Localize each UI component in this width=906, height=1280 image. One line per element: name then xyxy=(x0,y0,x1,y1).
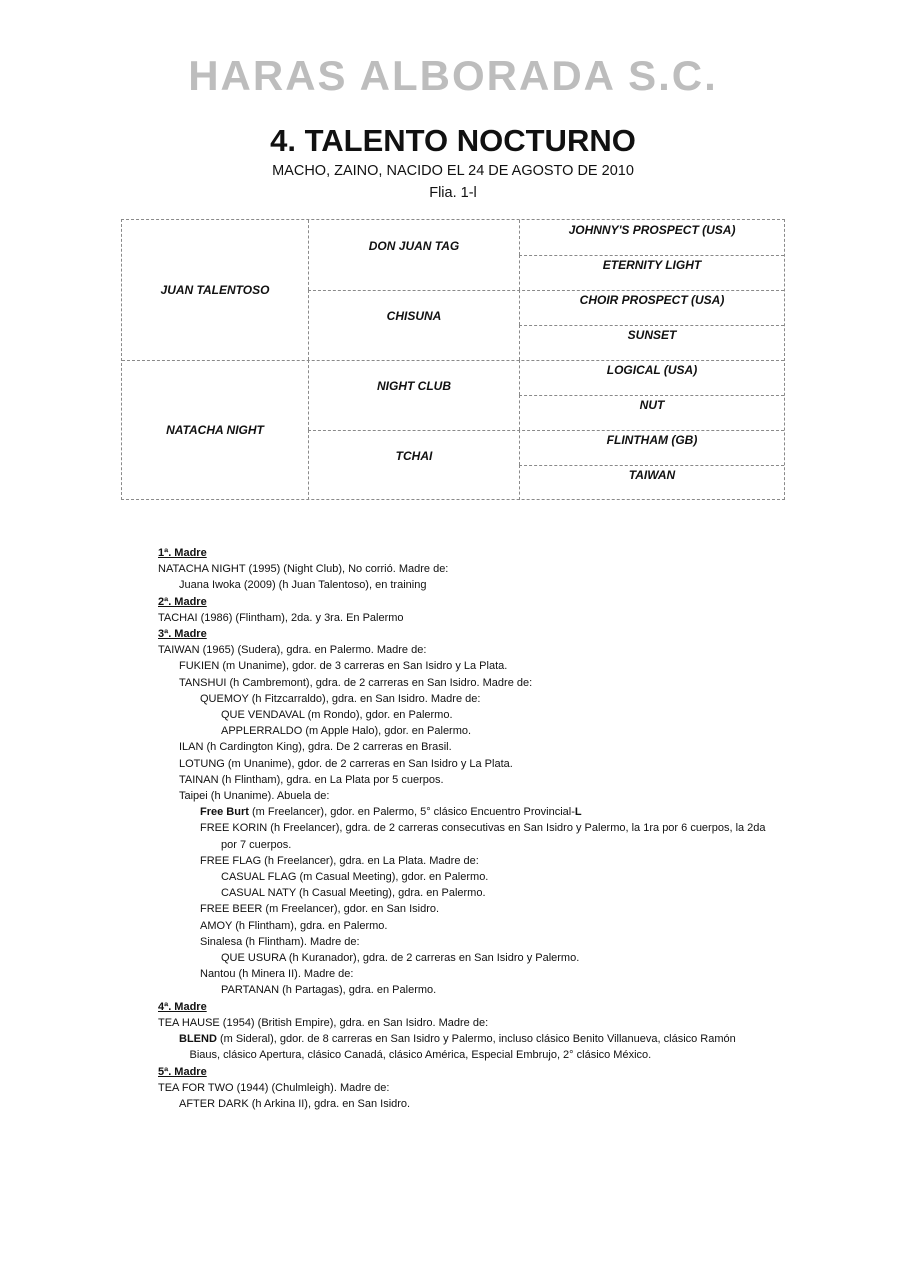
note-text: por 7 cuerpos. xyxy=(221,838,292,851)
heading-text: 3ª. Madre xyxy=(158,628,207,641)
note-text: TAIWAN (1965) (Sudera), gdra. en Palermo. Madre de: xyxy=(158,644,427,657)
heading-text: 4ª. Madre xyxy=(158,1000,207,1013)
note-text: NATACHA NIGHT (1995) (Night Club), No corrió. Madre de: xyxy=(158,563,449,576)
note-line xyxy=(158,820,818,836)
note-line xyxy=(158,853,818,869)
stud-name: HARAS ALBORADA S.C. xyxy=(188,52,718,99)
divider xyxy=(519,465,784,466)
note-text: Biaus, clásico Apertura, clásico Canadá, clásico América, Especial Embrujo, 2° clásico México. xyxy=(189,1049,652,1062)
note-text: PARTANAN (h Partagas), gdra. en Palermo. xyxy=(221,984,437,997)
note-line xyxy=(158,982,818,998)
note-line xyxy=(158,723,818,739)
note-line xyxy=(158,1015,818,1031)
note-line xyxy=(158,901,818,917)
female-family-notes xyxy=(158,545,818,1112)
pedigree-dam-dam: TCHAI xyxy=(308,430,519,500)
note-text: LOTUNG (m Unanime), gdor. de 2 carreras en San Isidro y La Plata. xyxy=(179,757,513,770)
horse-description: MACHO, ZAINO, NACIDO EL 24 DE AGOSTO DE 2010 xyxy=(272,163,634,179)
pedigree-g3-6: NUT xyxy=(519,395,784,430)
divider xyxy=(519,255,784,256)
note-line xyxy=(158,1031,818,1047)
note-line xyxy=(158,788,818,804)
note-line xyxy=(158,934,818,950)
note-line xyxy=(158,1047,818,1063)
divider xyxy=(308,430,784,431)
family-line: Flia. 1-l xyxy=(429,185,477,201)
note-line xyxy=(158,772,818,788)
note-text: TACHAI (1986) (Flintham), 2da. y 3ra. En Palermo xyxy=(158,611,404,624)
horse-title: 4. TALENTO NOCTURNO xyxy=(270,123,636,158)
note-text: (m Freelancer), gdor. en Palermo, 5° clásico Encuentro Provincial- xyxy=(248,806,575,819)
note-line xyxy=(158,707,818,723)
note-text: QUE VENDAVAL (m Rondo), gdor. en Palermo. xyxy=(221,709,453,722)
note-line xyxy=(158,577,818,593)
note-text: TAINAN (h Flintham), gdra. en La Plata por 5 cuerpos. xyxy=(179,773,444,786)
note-text: Taipei (h Unanime). Abuela de: xyxy=(179,790,330,803)
heading-text: 1ª. Madre xyxy=(158,547,207,559)
pedigree-g3-7: FLINTHAM (GB) xyxy=(519,430,784,465)
note-text: FUKIEN (m Unanime), gdor. de 3 carreras en San Isidro y La Plata. xyxy=(179,660,508,673)
divider xyxy=(519,395,784,396)
generation-heading xyxy=(158,999,818,1015)
note-text: Nantou (h Minera II). Madre de: xyxy=(200,968,354,981)
note-text: ILAN (h Cardington King), gdra. De 2 carreras en Brasil. xyxy=(179,741,452,754)
note-line xyxy=(158,610,818,626)
note-line xyxy=(158,918,818,934)
note-line xyxy=(158,1096,818,1112)
note-line xyxy=(158,885,818,901)
note-text: QUE USURA (h Kuranador), gdra. de 2 carreras en San Isidro y Palermo. xyxy=(221,952,580,965)
pedigree-g3-2: ETERNITY LIGHT xyxy=(519,255,784,290)
note-text: FREE FLAG (h Freelancer), gdra. en La Plata. Madre de: xyxy=(200,854,479,867)
pedigree-g3-5: LOGICAL (USA) xyxy=(519,360,784,395)
note-text: TANSHUI (h Cambremont), gdra. de 2 carreras en San Isidro. Madre de: xyxy=(179,676,533,689)
horse-name-bold: BLEND xyxy=(179,1033,217,1046)
pedigree-dam: NATACHA NIGHT xyxy=(166,423,264,437)
grade-mark: L xyxy=(574,806,582,819)
note-text: CASUAL FLAG (m Casual Meeting), gdor. en Palermo. xyxy=(221,871,489,884)
generation-heading xyxy=(158,594,818,610)
note-text: AMOY (h Flintham), gdra. en Palermo. xyxy=(200,919,388,932)
note-text: FREE KORIN (h Freelancer), gdra. de 2 carreras consecutivas en San Isidro y Palermo, la 1ra por 6 cuerpos, la 2da xyxy=(200,822,766,835)
note-text: (m Sideral), gdor. de 8 carreras en San Isidro y Palermo, incluso clásico Benito Villanueva, clásico Ramón xyxy=(216,1033,736,1046)
pedigree-g3-1: JOHNNY'S PROSPECT (USA) xyxy=(519,220,784,255)
note-text: FREE BEER (m Freelancer), gdor. en San Isidro. xyxy=(200,903,440,916)
note-line xyxy=(158,869,818,885)
note-line xyxy=(158,837,818,853)
heading-text: 5ª. Madre xyxy=(158,1065,207,1078)
pedigree-g3-3: CHOIR PROSPECT (USA) xyxy=(519,290,784,325)
note-text: AFTER DARK (h Arkina II), gdra. en San Isidro. xyxy=(179,1097,411,1110)
generation-heading xyxy=(158,545,818,561)
generation-heading xyxy=(158,1064,818,1080)
note-line xyxy=(158,966,818,982)
pedigree-g3-8: TAIWAN xyxy=(519,465,784,500)
note-line xyxy=(158,642,818,658)
note-line xyxy=(158,561,818,577)
generation-heading xyxy=(158,626,818,642)
pedigree-sire-sire: DON JUAN TAG xyxy=(308,220,519,290)
pedigree-dam-sire: NIGHT CLUB xyxy=(308,360,519,430)
note-line xyxy=(158,658,818,674)
note-line xyxy=(158,691,818,707)
note-text: TEA FOR TWO (1944) (Chulmleigh). Madre de: xyxy=(158,1081,390,1094)
divider xyxy=(519,325,784,326)
note-text: TEA HAUSE (1954) (British Empire), gdra. en San Isidro. Madre de: xyxy=(158,1016,489,1029)
pedigree-sire: JUAN TALENTOSO xyxy=(160,283,270,297)
note-text: Juana Iwoka (2009) (h Juan Talentoso), en training xyxy=(179,579,427,592)
divider xyxy=(122,360,784,361)
horse-name-bold: Free Burt xyxy=(200,806,249,819)
pedigree-g3-4: SUNSET xyxy=(519,325,784,360)
note-text: APPLERRALDO (m Apple Halo), gdor. en Palermo. xyxy=(221,725,472,738)
pedigree-sire-dam: CHISUNA xyxy=(308,290,519,360)
note-text: QUEMOY (h Fitzcarraldo), gdra. en San Isidro. Madre de: xyxy=(200,692,481,705)
divider xyxy=(308,290,784,291)
note-line xyxy=(158,675,818,691)
note-text: CASUAL NATY (h Casual Meeting), gdra. en Palermo. xyxy=(221,887,486,900)
note-line xyxy=(158,804,818,820)
note-line xyxy=(158,739,818,755)
pedigree-table xyxy=(121,219,785,500)
heading-text: 2ª. Madre xyxy=(158,595,207,608)
note-line xyxy=(158,756,818,772)
note-line xyxy=(158,1080,818,1096)
note-line xyxy=(158,950,818,966)
note-text: Sinalesa (h Flintham). Madre de: xyxy=(200,935,360,948)
